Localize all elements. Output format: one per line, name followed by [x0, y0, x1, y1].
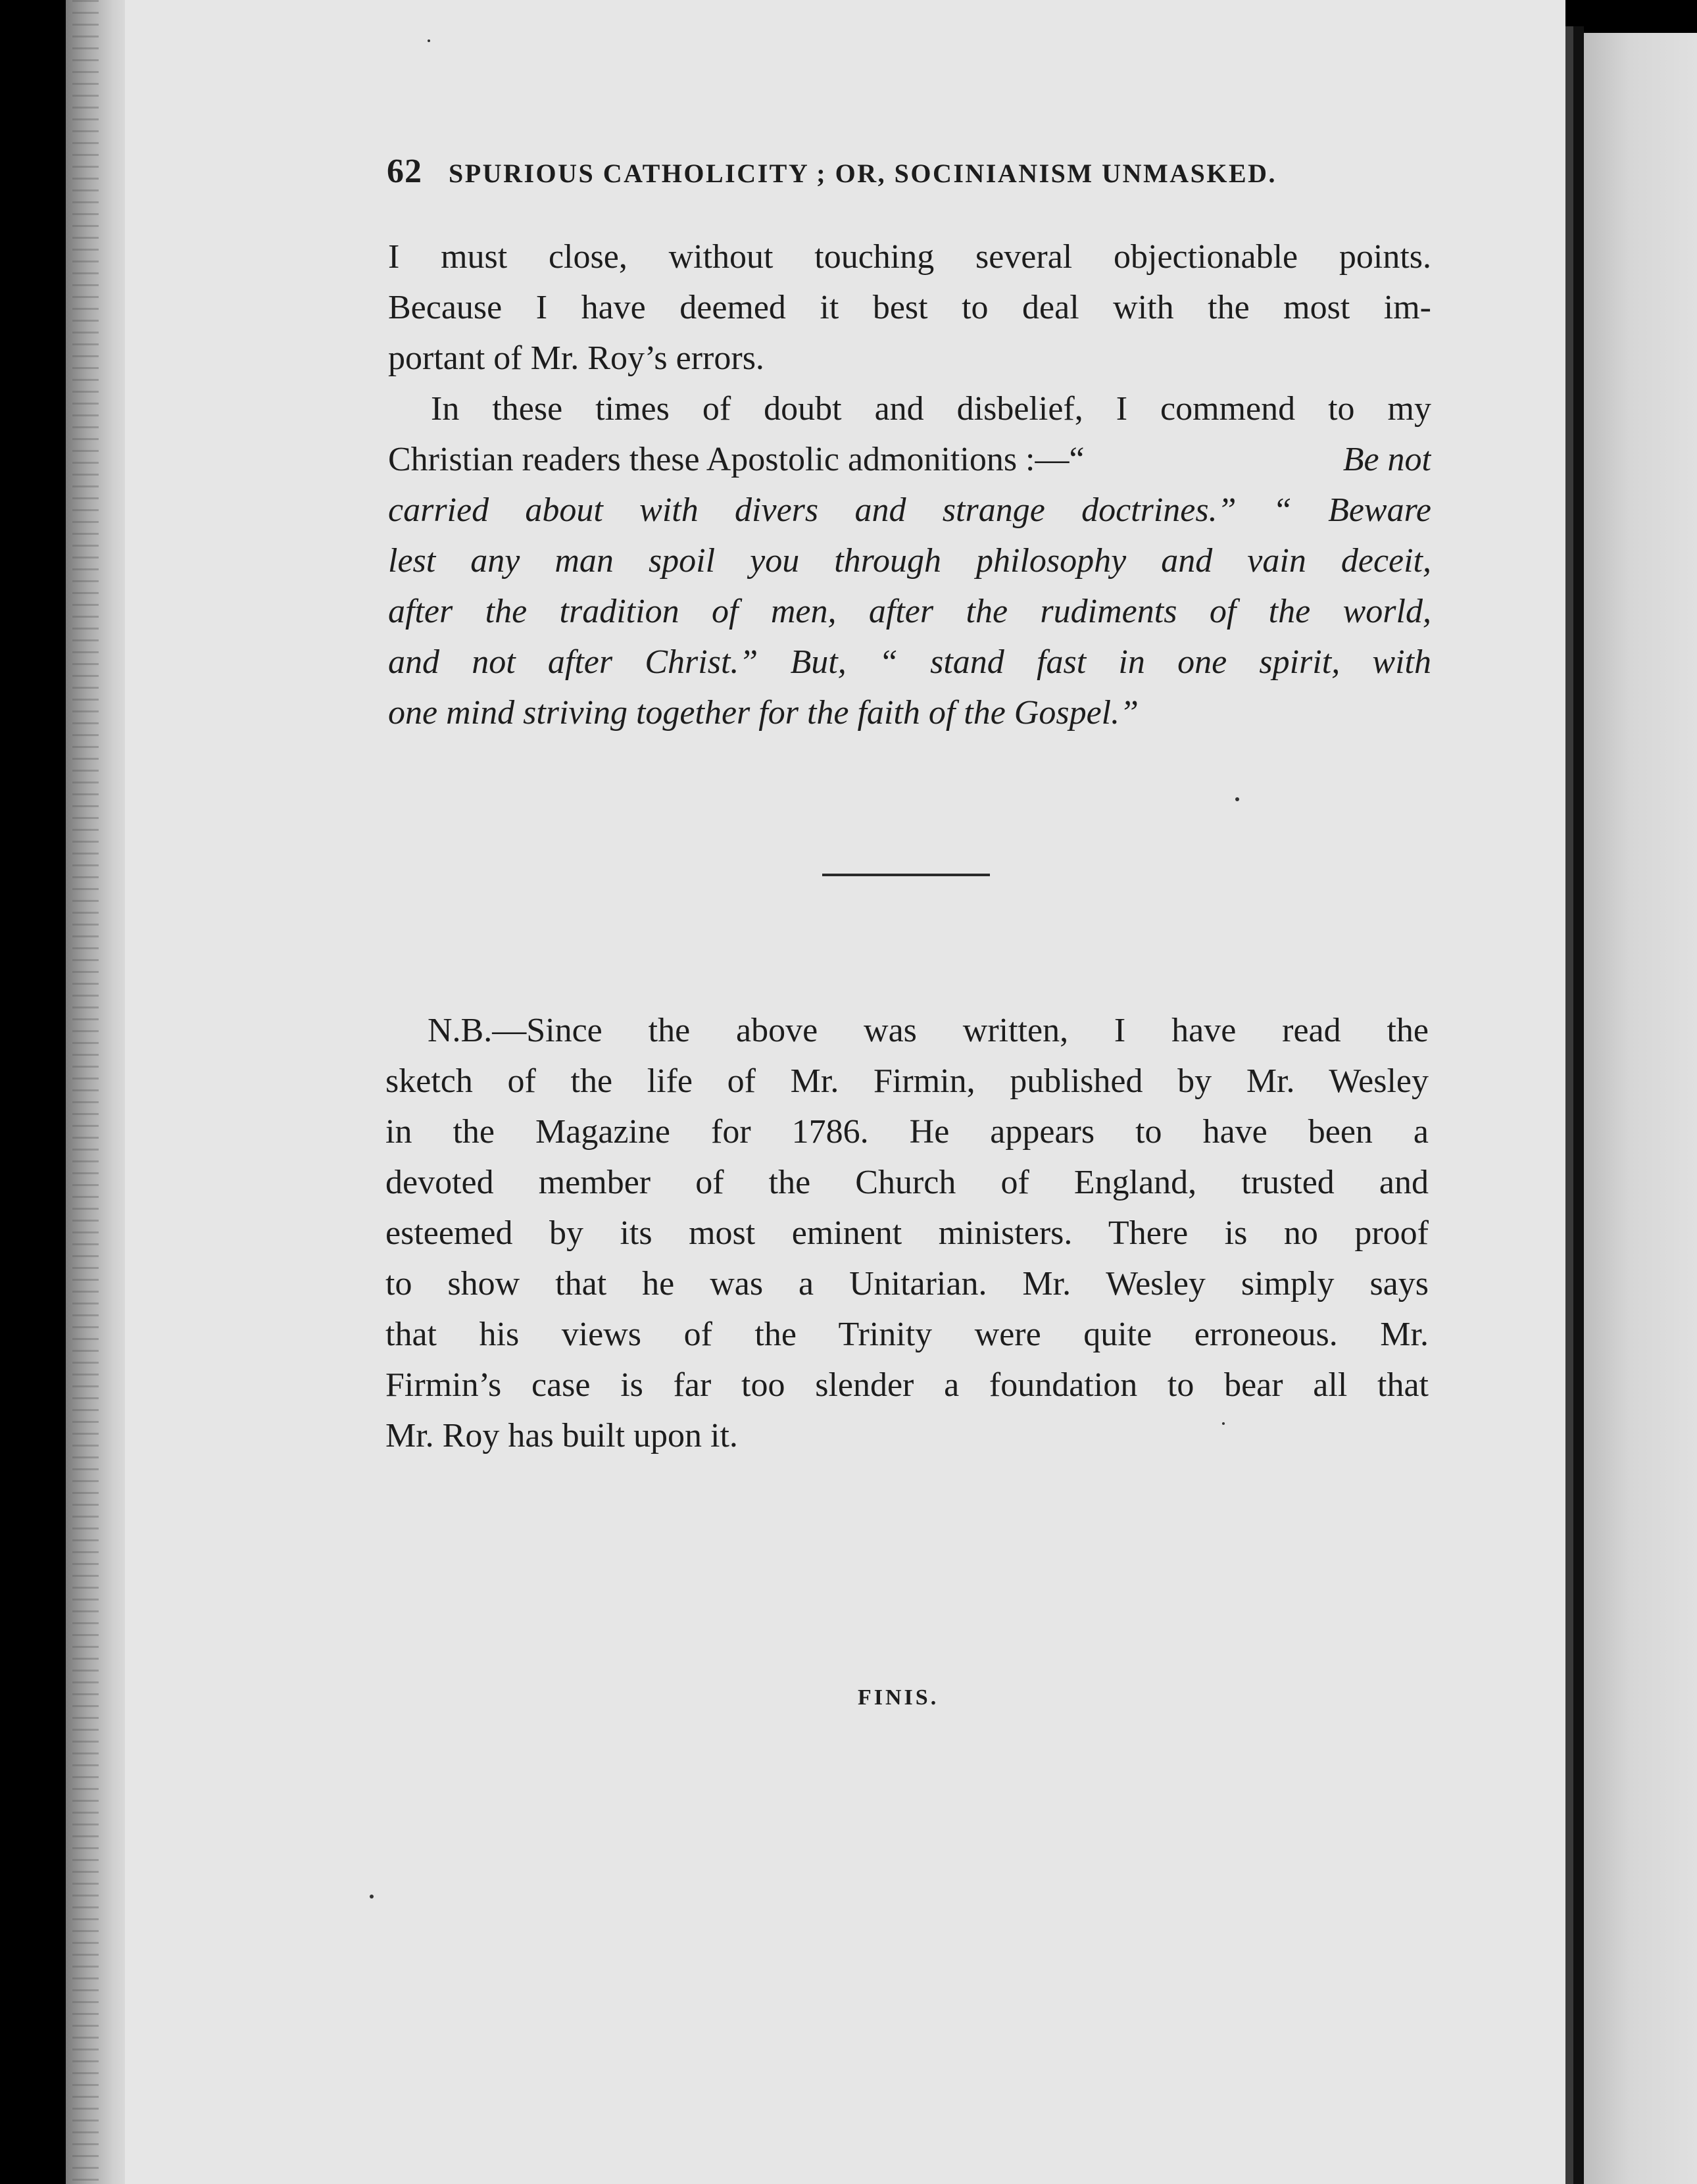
note-line-2: sketch of the life of Mr. Firmin, published by Mr. Wesley [385, 1062, 1429, 1100]
paragraph1-line-3: portant of Mr. Roy’s errors. [388, 339, 764, 377]
note-line-7: that his views of the Trinity were quite erroneous. Mr. [385, 1316, 1429, 1353]
running-head [387, 149, 1360, 195]
running-title: SPURIOUS CATHOLICITY ; OR, SOCINIANISM UNMASKED. [449, 159, 1277, 188]
scan-speck [428, 39, 430, 42]
scan-speck [1222, 1422, 1225, 1425]
facing-page-edge [1584, 33, 1697, 2184]
paragraph2-italic-line-3: after the tradition of men, after the rudiments of the world, [388, 593, 1431, 630]
binding-texture [72, 0, 99, 2184]
paragraph1-line-2: Because I have deemed it best to deal with the most im- [388, 289, 1431, 326]
paragraph2-italic-line-1: carried about with divers and strange doctrines.” “ Beware [388, 491, 1431, 529]
finis-label: FINIS. [858, 1685, 939, 1710]
note-line-1: N.B.—Since the above was written, I have read the [428, 1012, 1429, 1049]
page-number: 62 [387, 153, 422, 190]
paragraph2-line-1: In these times of doubt and disbelief, I commend to my [431, 390, 1431, 428]
gutter-shadow [1573, 26, 1584, 2184]
section-divider-rule [822, 874, 990, 876]
scan-speck [370, 1895, 374, 1899]
note-line-9: Mr. Roy has built upon it. [385, 1417, 738, 1454]
paragraph2-italic-line-4: and not after Christ.” But, “ stand fast in one spirit, with [388, 643, 1431, 681]
paragraph2-italic-line-5: one mind striving together for the faith of the Gospel.” [388, 694, 1139, 732]
paragraph2-line-2-roman: Christian readers these Apostolic admonitions :—“ [388, 441, 1085, 478]
note-line-4: devoted member of the Church of England, trusted and [385, 1164, 1429, 1201]
paragraph2-line-2 [388, 434, 1431, 485]
paragraph2-italic-line-2: lest any man spoil you through philosophy and vain deceit, [388, 542, 1431, 580]
note-line-6: to show that he was a Unitarian. Mr. Wesley simply says [385, 1265, 1429, 1303]
scan-speck [1235, 797, 1239, 801]
paragraph2-line-2-italic: Be not [1342, 441, 1431, 478]
note-line-3: in the Magazine for 1786. He appears to have been a [385, 1113, 1429, 1151]
paragraph1-line-1: I must close, without touching several objectionable points. [388, 238, 1431, 276]
note-line-8: Firmin’s case is far too slender a foundation to bear all that [385, 1366, 1429, 1404]
note-line-5: esteemed by its most eminent ministers. There is no proof [385, 1214, 1429, 1252]
page-edge-shadow [1565, 26, 1573, 2184]
